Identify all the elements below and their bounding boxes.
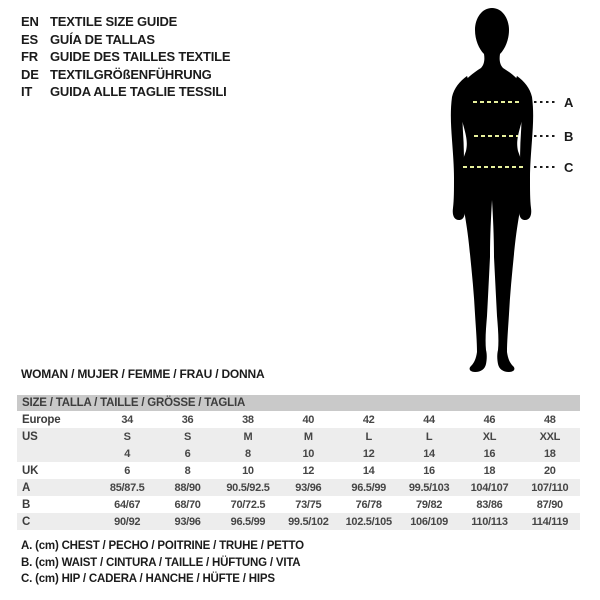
size-cell: 90/92 [114,515,141,528]
size-cell: 14 [423,447,435,460]
language-code: IT [21,84,33,100]
size-cell: 14 [362,464,375,477]
language-row [21,48,230,66]
size-cell: 42 [362,413,375,426]
size-cell: 4 [124,447,131,460]
language-title: TEXTILE SIZE GUIDE [50,14,178,30]
woman-silhouette-svg [430,2,590,376]
size-cell: M [303,430,313,443]
measure-label-b: B [564,129,574,144]
table-row [17,445,580,462]
size-cell: 110/113 [471,515,508,528]
size-cell: 70/72.5 [230,498,266,511]
size-table-header: SIZE / TALLA / TAILLE / GRÖSSE / TAGLIA [17,395,580,411]
size-cell: 10 [302,447,315,460]
size-cell: 46 [483,413,496,426]
size-cell: S [123,430,131,443]
size-cell: 12 [362,447,375,460]
size-cell: 36 [181,413,194,426]
size-cell: 18 [483,464,496,477]
size-cell: 38 [242,413,254,426]
size-cell: 48 [543,413,556,426]
size-cell: 8 [184,464,191,477]
size-cell: 104/107 [470,481,509,494]
size-cell: 85/87.5 [109,481,145,494]
measure-label-c: C [564,160,574,175]
size-cell: 44 [423,413,435,426]
size-cell: 96.5/99 [230,515,266,528]
size-cell: 16 [423,464,435,477]
size-cell: 87/90 [536,498,563,511]
language-code: EN [21,14,39,30]
size-cell: 99.5/102 [288,515,329,528]
size-cell: 93/96 [174,515,201,528]
size-cell: 76/78 [355,498,382,511]
size-cell: 107/110 [531,481,569,494]
measure-label-a: A [564,95,574,110]
language-title: TEXTILGRÖßENFÜHRUNG [50,66,212,82]
language-row [21,31,230,49]
size-table [17,395,580,530]
size-cell: L [425,430,433,443]
table-row [17,411,580,428]
legend-line: A. (cm) CHEST / PECHO / POITRINE / TRUHE / PETTO [21,540,304,552]
size-cell: 18 [543,447,556,460]
size-cell: 114/119 [531,515,569,528]
size-cell: 20 [543,464,556,477]
row-label: B [22,498,31,511]
row-label: Europe [22,413,61,426]
row-label: US [22,430,38,443]
table-row [17,479,580,496]
size-cell: 10 [242,464,254,477]
size-cell: M [243,430,253,443]
size-cell: 6 [184,447,191,460]
size-cell: 16 [483,447,496,460]
size-cell: 93/96 [295,481,322,494]
language-title: GUÍA DE TALLAS [50,31,155,47]
size-cell: 102.5/105 [345,515,392,528]
language-code: DE [21,66,39,82]
size-cell: 64/67 [114,498,141,511]
size-cell: 68/70 [174,498,201,511]
language-row [21,83,230,101]
size-cell: 83/86 [476,498,503,511]
size-cell: 90.5/92.5 [226,481,270,494]
language-code: FR [21,49,38,65]
size-cell: 73/75 [295,498,322,511]
table-row [17,462,580,479]
row-label: A [22,481,31,494]
legend-line: C. (cm) HIP / CADERA / HANCHE / HÜFTE / HIPS [21,573,275,585]
size-cell: 79/82 [416,498,443,511]
size-cell: 40 [302,413,315,426]
row-label: UK [22,464,39,477]
size-cell: 6 [124,464,131,477]
language-title: GUIDE DES TAILLES TEXTILE [50,49,231,65]
size-cell: XXL [539,430,561,443]
size-cell: S [184,430,192,443]
size-cell: 34 [121,413,133,426]
measurement-legend [21,540,304,590]
size-cell: 99.5/103 [408,481,450,494]
legend-line: B. (cm) WAIST / CINTURA / TAILLE / HÜFTUNG / VITA [21,556,301,569]
size-cell: 88/90 [174,481,201,494]
row-label: C [22,515,31,528]
language-row [21,13,230,31]
size-cell: 12 [302,464,315,477]
language-title: GUIDA ALLE TAGLIE TESSILI [50,84,227,100]
section-title: WOMAN / MUJER / FEMME / FRAU / DONNA [21,367,265,381]
language-code: ES [21,31,38,47]
table-row [17,428,580,445]
size-cell: 8 [245,447,251,460]
language-row [21,66,230,84]
size-cell: L [365,430,372,443]
size-table-body [17,411,580,530]
size-cell: XL [482,430,497,443]
size-cell: 96.5/99 [351,481,386,494]
woman-figure [430,2,590,376]
table-row [17,513,580,530]
size-cell: 106/109 [410,515,448,528]
woman-silhouette [459,8,525,372]
table-row [17,496,580,513]
language-list [21,13,230,101]
